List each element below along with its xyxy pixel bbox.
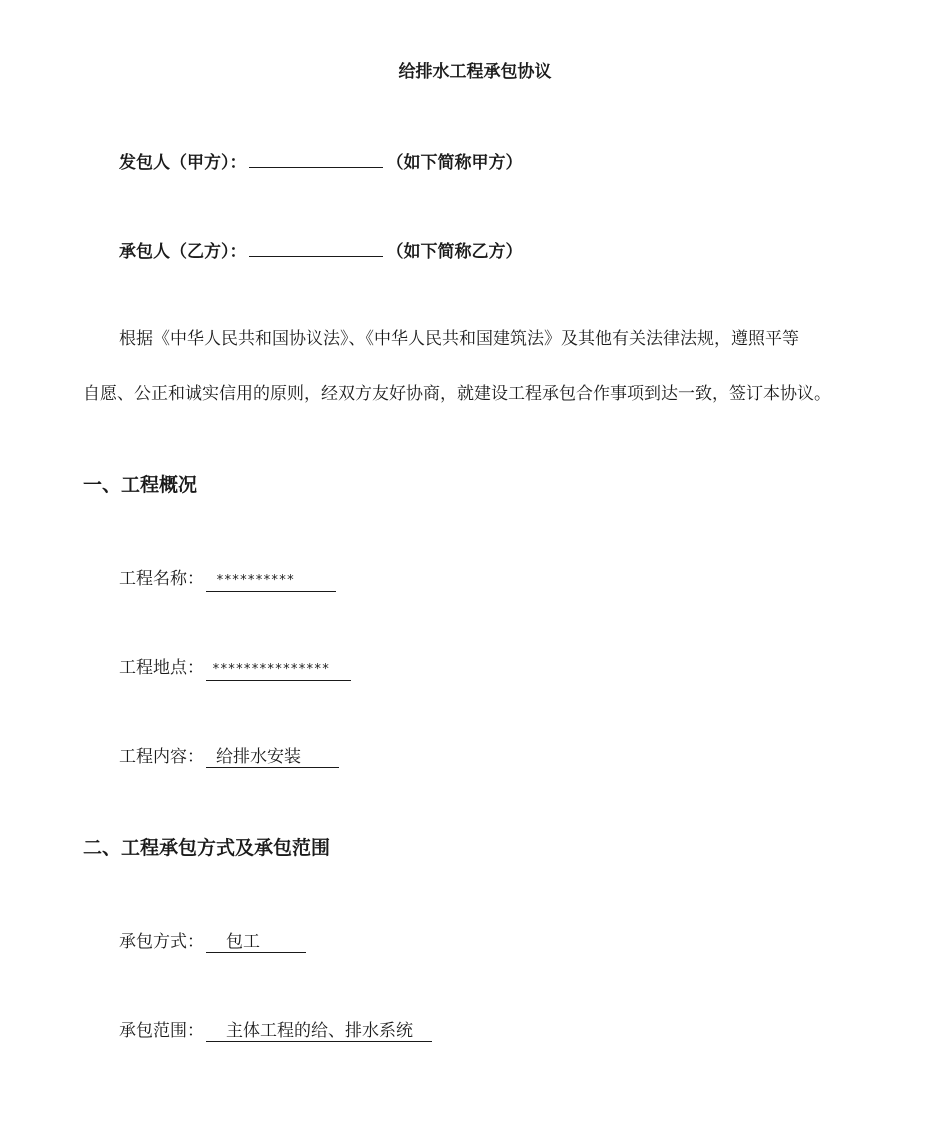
project-location-field xyxy=(119,656,351,681)
document-title: 给排水工程承包协议 xyxy=(398,62,552,82)
contract-method-value: 包工 xyxy=(206,932,306,953)
party-a-line xyxy=(119,149,523,175)
project-content-label: 工程内容： xyxy=(119,747,204,767)
party-a-blank[interactable] xyxy=(249,149,383,168)
preamble-line-1: 根据《中华人民共和国协议法》、《中华人民共和国建筑法》及其他有关法律法规，遵照平等 xyxy=(119,329,799,349)
section-2-heading: 二、工程承包方式及承包范围 xyxy=(83,837,331,859)
project-name-value: ********** xyxy=(206,571,336,592)
party-b-suffix: （如下简称乙方） xyxy=(386,242,523,262)
project-location-label: 工程地点： xyxy=(119,658,204,678)
preamble-line-2: 自愿、公正和诚实信用的原则，经双方友好协商，就建设工程承包合作事项到达一致，签订本协议。 xyxy=(83,384,831,404)
party-a-label: 发包人（甲方）： xyxy=(119,153,247,173)
contract-method-label: 承包方式： xyxy=(119,932,204,952)
party-b-blank[interactable] xyxy=(249,238,383,257)
contract-scope-field xyxy=(119,1019,432,1043)
project-location-value: *************** xyxy=(206,660,351,681)
party-b-line xyxy=(119,238,523,264)
contract-method-field xyxy=(119,930,306,954)
section-1-heading: 一、工程概况 xyxy=(83,474,198,496)
party-b-label: 承包人（乙方）： xyxy=(119,242,247,262)
project-content-value: 给排水安装 xyxy=(206,747,339,768)
project-name-field xyxy=(119,567,336,592)
project-content-field xyxy=(119,745,339,769)
project-name-label: 工程名称： xyxy=(119,569,204,589)
contract-scope-value: 主体工程的给、排水系统 xyxy=(206,1021,432,1042)
contract-scope-label: 承包范围： xyxy=(119,1021,204,1041)
party-a-suffix: （如下简称甲方） xyxy=(386,153,523,173)
